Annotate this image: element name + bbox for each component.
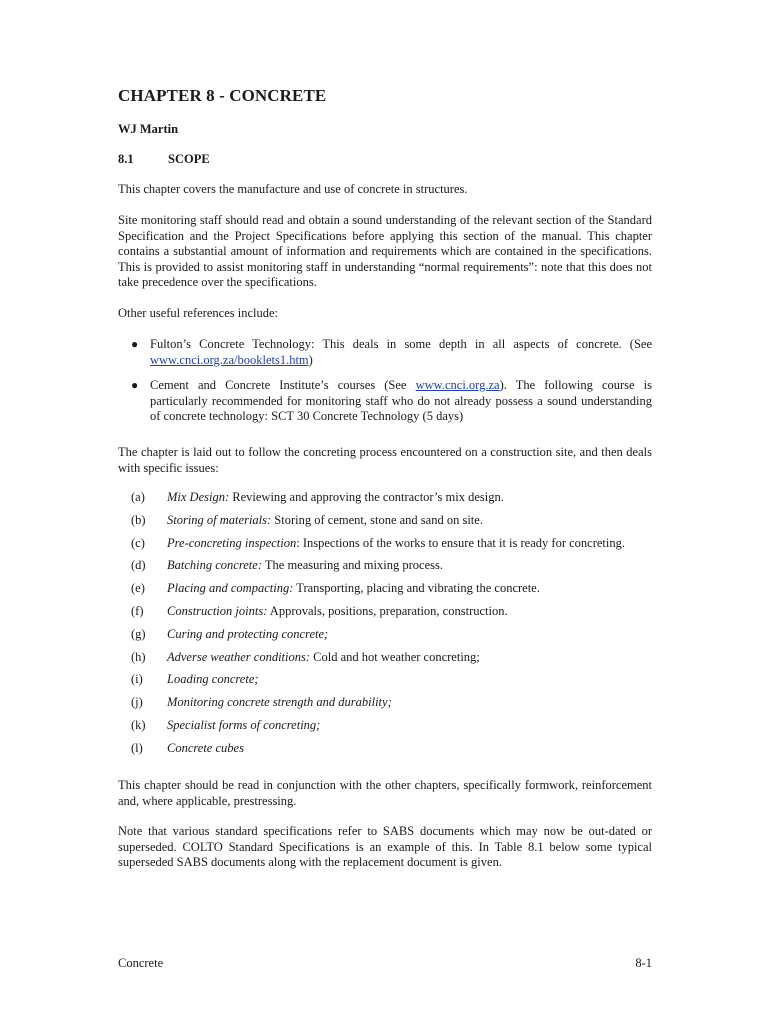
process-item-term: Construction joints: <box>167 603 268 618</box>
process-item-term: Monitoring concrete strength and durability; <box>167 695 392 710</box>
intro-paragraph: This chapter covers the manufacture and use of concrete in structures. <box>118 182 468 196</box>
process-item <box>131 604 652 627</box>
conjunction-paragraph: This chapter should be read in conjunction with the other chapters, specifically formwork, reinforcement and, where applicable, prestressing. <box>118 778 652 808</box>
section-title: SCOPE <box>168 152 210 166</box>
process-item-term: Adverse weather conditions: <box>167 649 311 664</box>
process-item-description: Approvals, positions, preparation, construction. <box>267 603 508 618</box>
process-item-term: Concrete cubes <box>167 740 244 755</box>
process-item-description: : Inspections of the works to ensure that it is ready for concreting. <box>296 535 625 550</box>
process-item-letter: (i) <box>131 672 143 687</box>
process-item <box>131 490 652 513</box>
process-list <box>131 490 652 764</box>
process-item-term: Batching concrete: <box>167 558 262 573</box>
process-item-description: Transporting, placing and vibrating the concrete. <box>293 581 540 596</box>
page-footer <box>118 956 652 971</box>
cci-link[interactable]: www.cnci.org.za <box>415 378 500 392</box>
bullet-icon: ● <box>131 378 139 392</box>
process-item <box>131 718 652 741</box>
note-paragraph: Note that various standard specifications refer to SABS documents which may now be out-dated or superseded. COLTO Standard Specifications is an example of this. In Table 8.1 below some typical superseded SABS documents along with the replacement document is given. <box>118 824 652 869</box>
process-item <box>131 558 652 581</box>
process-item-letter: (f) <box>131 603 144 618</box>
reference-item-cci: ● Cement and Concrete Institute’s courses (See www.cnci.org.za). The following course is particularly recommended for monitoring staff who do not already possess a sound understanding of concrete technology: SCT 30 Concrete Technology (5 days) <box>131 378 652 423</box>
process-item-letter: (a) <box>131 490 145 504</box>
process-item-letter: (d) <box>131 558 146 573</box>
process-item-description: Cold and hot weather concreting; <box>310 649 480 664</box>
process-item-description: The measuring and mixing process. <box>261 558 443 573</box>
process-item <box>131 536 652 559</box>
laid-out-paragraph: The chapter is laid out to follow the concreting process encountered on a construction site, and then deals with specific issues: <box>118 445 652 475</box>
section-heading <box>118 152 652 167</box>
process-item <box>131 581 652 604</box>
process-item-letter: (g) <box>131 626 146 641</box>
process-item-letter: (h) <box>131 649 146 664</box>
process-item-description: Reviewing and approving the contractor’s mix design. <box>229 490 504 504</box>
author-name: WJ Martin <box>118 122 179 136</box>
process-item-letter: (k) <box>131 717 146 732</box>
process-item-term: Pre-concreting inspection <box>167 535 297 550</box>
process-item <box>131 695 652 718</box>
process-item-letter: (j) <box>131 695 143 710</box>
process-item-term: Loading concrete; <box>167 672 259 687</box>
footer-page-number: 8-1 <box>635 956 652 970</box>
site-monitoring-paragraph: Site monitoring staff should read and obtain a sound understanding of the relevant section of the Standard Specification and the Project Specifications before applying this section of the manual. This chapter contains a substantial amount of information and requirements which are contained in the specifications. This is provided to assist monitoring staff in understanding “normal requirements”: note that this does not take precedence over the specifications. <box>118 213 652 289</box>
footer-chapter-name: Concrete <box>118 956 164 970</box>
fulton-link[interactable]: www.cnci.org.za/booklets1.htm <box>150 352 309 367</box>
process-item-letter: (c) <box>131 535 145 550</box>
process-item <box>131 741 652 764</box>
other-references-paragraph: Other useful references include: <box>118 306 278 320</box>
process-item-term: Placing and compacting: <box>167 581 294 596</box>
reference-item-fulton: ● Fulton’s Concrete Technology: This deals in some depth in all aspects of concrete. (See www.cnci.org.za/booklets1.htm) <box>131 337 652 367</box>
process-item-term: Curing and protecting concrete; <box>167 626 329 641</box>
process-item-letter: (e) <box>131 581 145 596</box>
process-item <box>131 650 652 673</box>
process-item <box>131 672 652 695</box>
chapter-title: CHAPTER 8 - CONCRETE <box>118 86 327 105</box>
process-item-description: Storing of cement, stone and sand on site. <box>271 512 483 527</box>
section-number: 8.1 <box>118 152 134 166</box>
process-item-term: Specialist forms of concreting; <box>167 717 321 732</box>
document-page <box>118 0 652 1024</box>
process-item-letter: (l) <box>131 740 143 755</box>
process-item-term: Storing of materials: <box>167 512 272 527</box>
process-item-term: Mix Design: <box>167 490 230 504</box>
process-item <box>131 513 652 536</box>
bullet-icon: ● <box>131 337 139 351</box>
process-item <box>131 627 652 650</box>
process-item-letter: (b) <box>131 512 146 527</box>
references-list <box>118 337 652 435</box>
